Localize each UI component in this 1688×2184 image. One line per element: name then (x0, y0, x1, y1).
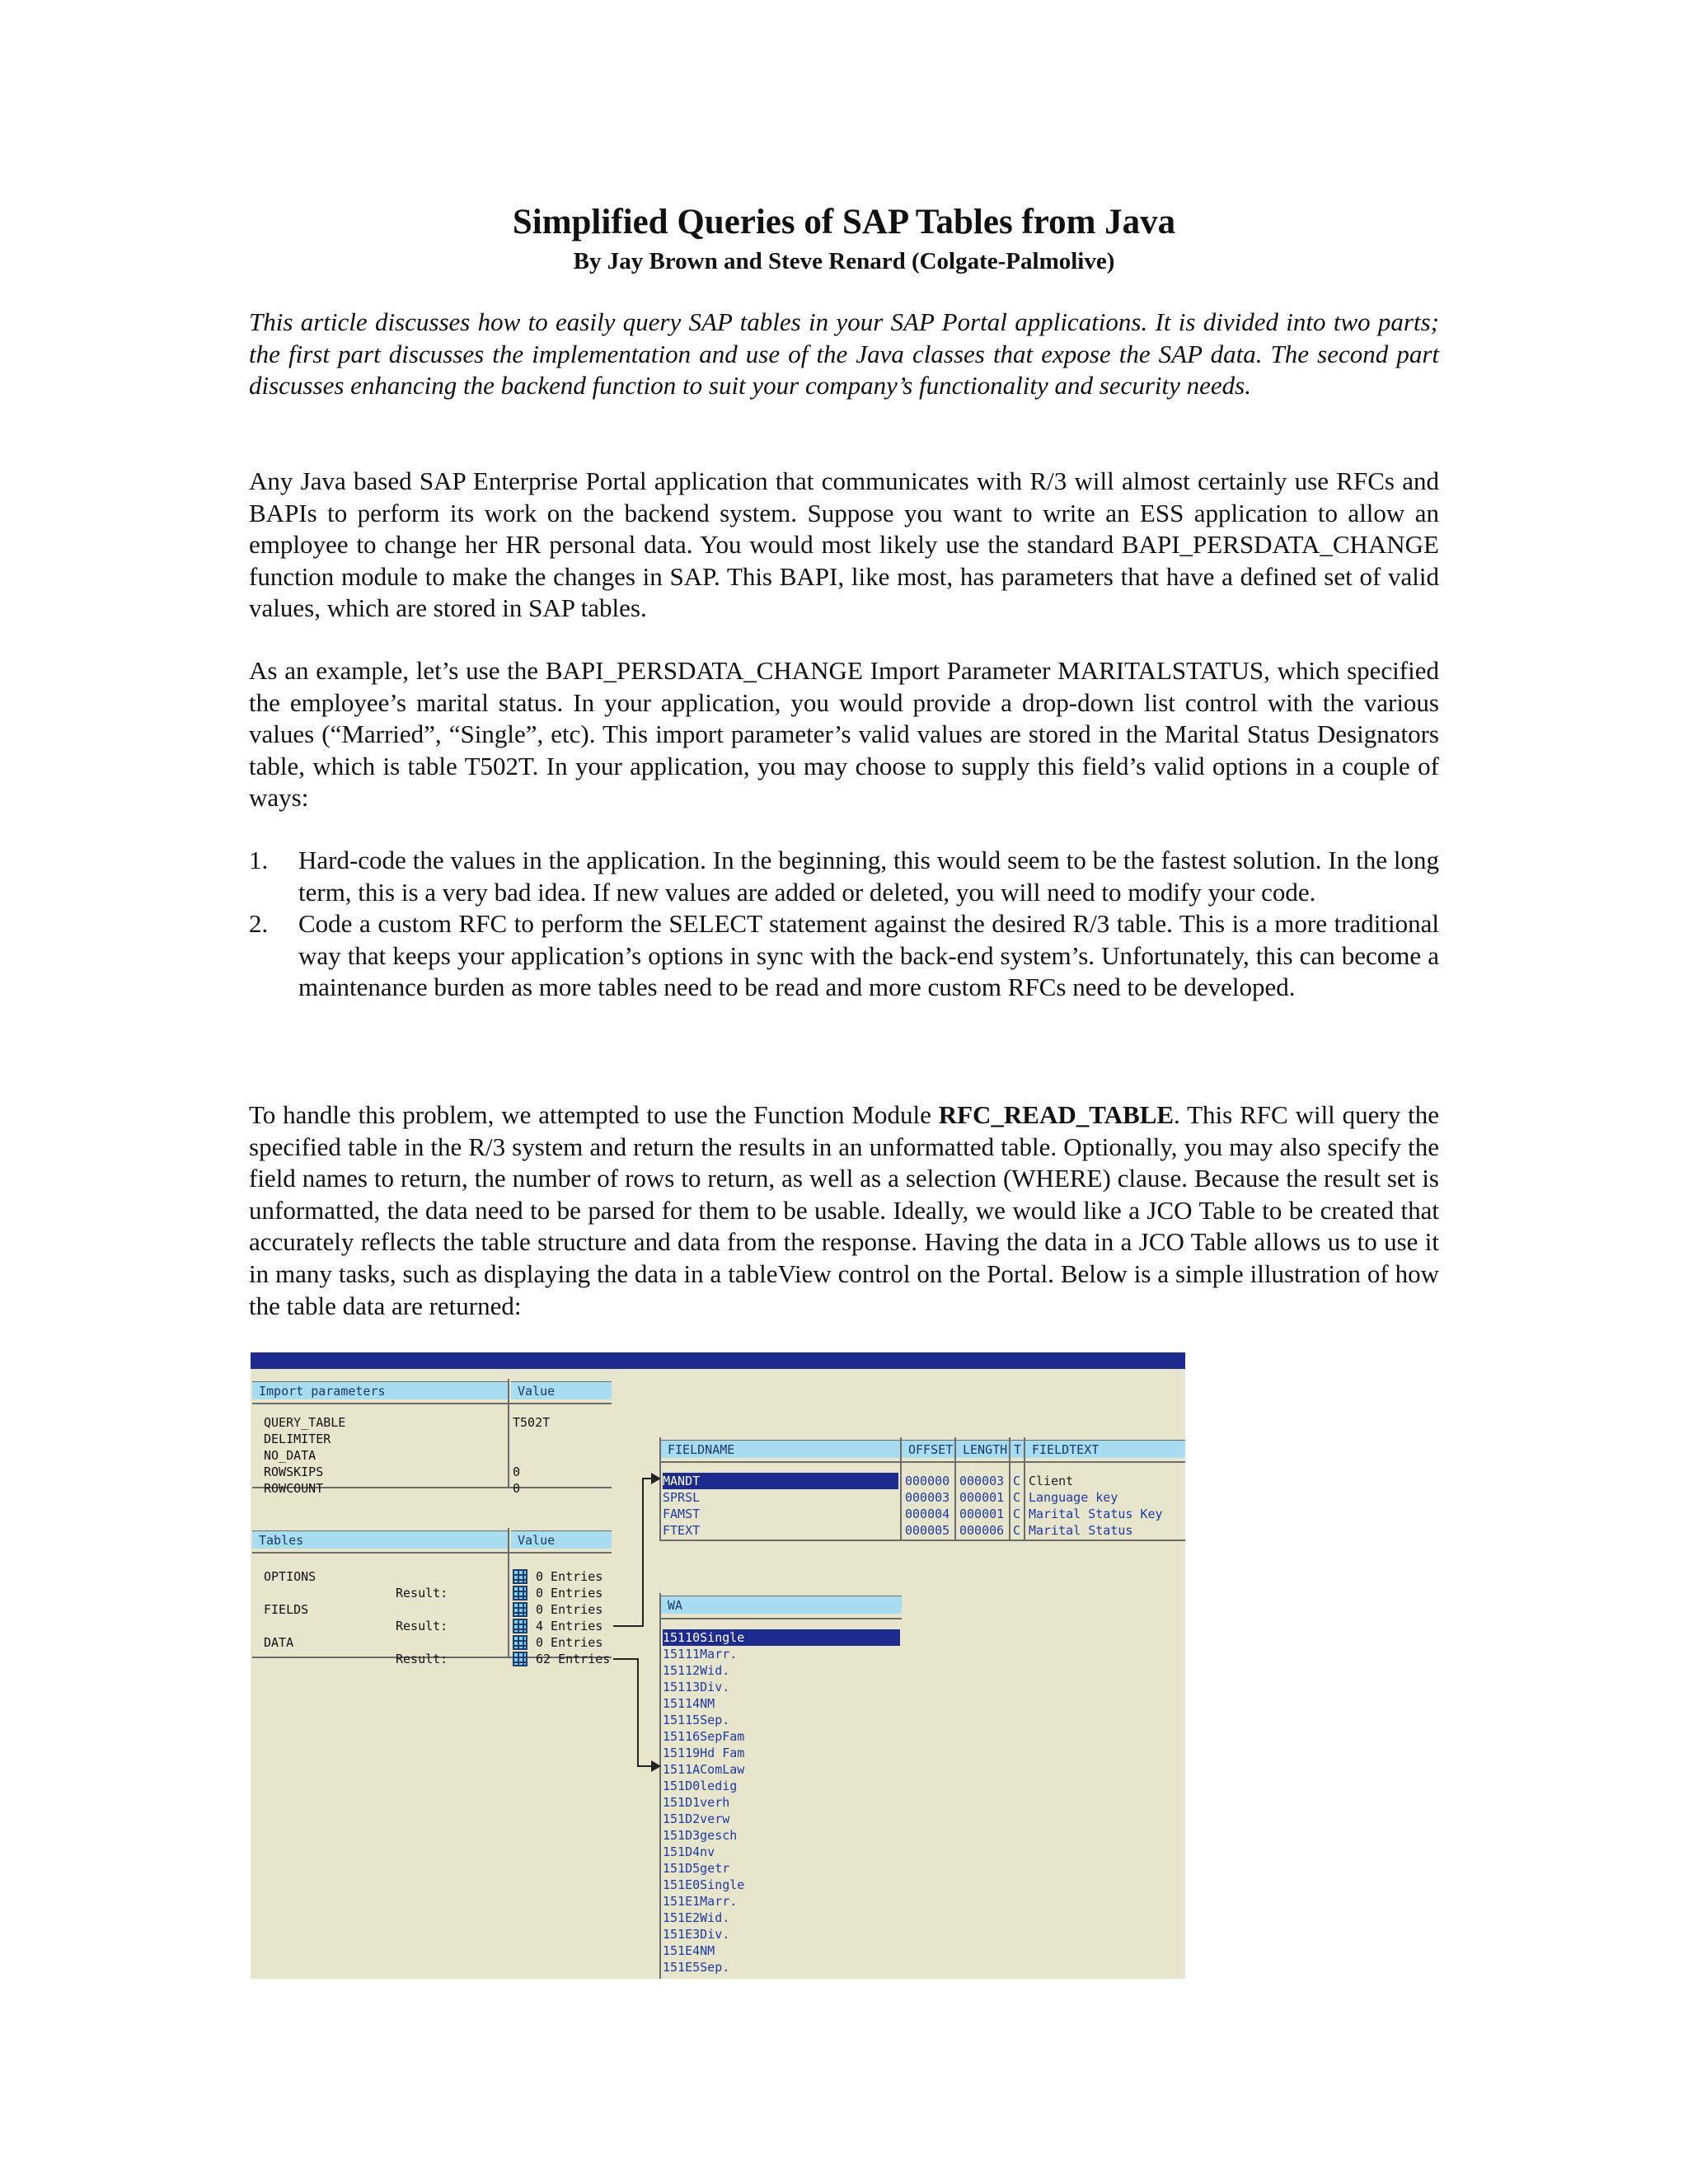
param-name: QUERY_TABLE (264, 1415, 346, 1430)
p3-text-end: . This RFC will query the specified table in the R/3 system and return the results in an unformatted table. Optionally, you may also specify the field names to return, the number of rows to return, as well as a selection (WHERE) clause. Because the result set is unformatted, the data need to be parsed for them to be usable. Ideally, we would like a JCO Table to be created that accurately reflects the table structure and data from the response. Having the data in a JCO Table allows us to use it in many tasks, such as displaying the data in a tableView control on the Portal. Below is a simple illustration of how the table data are returned: (249, 1100, 1439, 1320)
table-cell: Marital Status (1029, 1523, 1133, 1538)
table-row[interactable]: 15115Sep. (663, 1713, 730, 1727)
table-cell: Language key (1029, 1490, 1118, 1505)
arrow-head-icon (651, 1473, 661, 1484)
table-row[interactable]: 151E2Wid. (663, 1910, 730, 1925)
list-number: 1. (249, 846, 269, 874)
fields-table-header-fieldname: FIELDNAME (661, 1440, 1151, 1458)
result-label: Result: (396, 1586, 448, 1601)
entries-count: 0 Entries (536, 1602, 603, 1617)
fields-table-header-fieldtext: FIELDTEXT (1025, 1440, 1185, 1458)
param-name: DELIMITER (264, 1432, 331, 1446)
import-parameters-header: Import parameters (252, 1381, 508, 1399)
table-cell: 000006 (959, 1523, 1005, 1538)
table-row[interactable]: 151D2verw (663, 1811, 730, 1826)
options-list (249, 845, 1439, 1004)
entries-count: 0 Entries (536, 1569, 603, 1584)
article-byline: By Jay Brown and Steve Renard (Colgate-Palmolive) (573, 248, 1115, 274)
table-cell: 000001 (959, 1490, 1005, 1505)
list-item (249, 845, 1439, 908)
table-name: OPTIONS (264, 1569, 316, 1584)
connector-arrows (251, 1352, 1185, 1979)
table-cell: 000000 (905, 1474, 950, 1488)
table-row[interactable]: 15116SepFam (663, 1729, 745, 1744)
intro-paragraph: This article discusses how to easily query SAP tables in your SAP Portal applications. It is divided into two parts; the first part discusses the implementation and use of the Java classes that expose the SAP data. The second part discusses enhancing the backend function to suit your company’s functionality and security needs. (249, 307, 1439, 401)
table-cell: 000003 (959, 1474, 1005, 1488)
table-row[interactable]: 151D0ledig (663, 1779, 738, 1793)
param-value: T502T (513, 1415, 551, 1430)
import-value-header: Value (511, 1381, 612, 1399)
table-row[interactable]: 151E5Sep. (663, 1960, 730, 1975)
table-row[interactable]: 151D4nv (663, 1844, 715, 1859)
param-name: NO_DATA (264, 1448, 316, 1463)
table-cell: C (1013, 1474, 1021, 1488)
paragraph-2: As an example, let’s use the BAPI_PERSDATA_CHANGE Import Parameter MARITALSTATUS, which specified the employee’s marital status. In your application, you would provide a drop-down list control with the various values (“Married”, “Single”, etc). This import parameter’s valid values are stored in the Marital Status Designators table, which is table T502T. In your application, you may choose to supply this field’s valid options in a couple of ways: (249, 656, 1439, 813)
param-value: 0 (513, 1465, 521, 1479)
paragraph-3 (249, 1099, 1439, 1322)
fields-table-header-offset: OFFSET (902, 1440, 954, 1458)
p3-text-start: To handle this problem, we attempted to use the Function Module (249, 1100, 939, 1129)
table-row[interactable]: 151E3Div. (663, 1927, 730, 1942)
list-item (249, 908, 1439, 1004)
table-row[interactable]: 15113Div. (663, 1680, 730, 1694)
table-cell: Marital Status Key (1029, 1507, 1163, 1521)
table-name: FIELDS (264, 1602, 309, 1617)
result-label: Result: (396, 1619, 448, 1633)
sap-screenshot (251, 1352, 1185, 1979)
table-row[interactable]: 151D5getr (663, 1861, 730, 1876)
table-row-selected[interactable]: 15110Single (663, 1629, 900, 1646)
connector-line-fields (613, 1479, 653, 1626)
tables-value-header: Value (511, 1530, 612, 1549)
entries-count: 0 Entries (536, 1635, 603, 1650)
table-cell: C (1013, 1507, 1021, 1521)
arrow-head-icon (651, 1760, 661, 1772)
connector-line-data (613, 1659, 653, 1766)
table-row[interactable]: 15119Hd Fam (663, 1746, 745, 1760)
table-row[interactable]: 1511AComLaw (663, 1762, 745, 1777)
table-cell: 000005 (905, 1523, 950, 1538)
list-text: Code a custom RFC to perform the SELECT statement against the desired R/3 table. This is a more traditional way that keeps your application’s options in sync with the back-end system’s. Unfortunately, this can become a maintenance burden as more tables need to be read and more custom RFCs need to be developed. (298, 909, 1439, 1002)
table-cell[interactable]: FAMST (663, 1507, 701, 1521)
table-cell: C (1013, 1523, 1021, 1538)
table-cell: 000004 (905, 1507, 950, 1521)
fields-table-header-length: LENGTH (956, 1440, 1009, 1458)
table-row[interactable]: 151E1Marr. (663, 1894, 738, 1909)
table-cell[interactable]: FTEXT (663, 1523, 701, 1538)
table-row-selected[interactable]: MANDT (663, 1473, 898, 1489)
paragraph-1: Any Java based SAP Enterprise Portal application that communicates with R/3 will almost certainly use RFCs and BAPIs to perform its work on the backend system. Suppose you want to write an ESS application to allow an employee to change her HR personal data. You would most likely use the standard BAPI_PERSDATA_CHANGE function module to make the changes in SAP. This BAPI, like most, has parameters that have a defined set of valid values, which are stored in SAP tables. (249, 466, 1439, 623)
table-cell: 000003 (905, 1490, 950, 1505)
table-cell: 000001 (959, 1507, 1005, 1521)
param-name: ROWSKIPS (264, 1465, 324, 1479)
table-row[interactable]: 151D1verh (663, 1795, 730, 1810)
param-value: 0 (513, 1481, 521, 1496)
entries-count: 62 Entries (536, 1652, 611, 1666)
fields-table-header-type: T (1010, 1440, 1025, 1458)
table-row[interactable]: 15111Marr. (663, 1647, 738, 1661)
table-cell: Client (1029, 1474, 1074, 1488)
article-title: Simplified Queries of SAP Tables from Java (512, 203, 1176, 241)
list-text: Hard-code the values in the application. In the beginning, this would seem to be the fastest solution. In the long term, this is a very bad idea. If new values are added or deleted, you will need to modify your code. (298, 846, 1439, 907)
table-row[interactable]: 15112Wid. (663, 1663, 730, 1678)
param-name: ROWCOUNT (264, 1481, 324, 1496)
table-name: DATA (264, 1635, 294, 1650)
table-row[interactable]: 151E4NM (663, 1943, 715, 1958)
result-label: Result: (396, 1652, 448, 1666)
entries-count: 0 Entries (536, 1586, 603, 1601)
entries-count: 4 Entries (536, 1619, 603, 1633)
wa-table-header: WA (661, 1596, 902, 1614)
table-row[interactable]: 151D3gesch (663, 1828, 738, 1843)
list-number: 2. (249, 909, 269, 939)
table-row[interactable]: 15114NM (663, 1696, 715, 1711)
table-row[interactable]: 151E0Single (663, 1877, 745, 1892)
table-cell: C (1013, 1490, 1021, 1505)
rfc-read-table-name: RFC_READ_TABLE (938, 1100, 1175, 1129)
table-cell[interactable]: SPRSL (663, 1490, 701, 1505)
tables-header: Tables (252, 1530, 508, 1549)
